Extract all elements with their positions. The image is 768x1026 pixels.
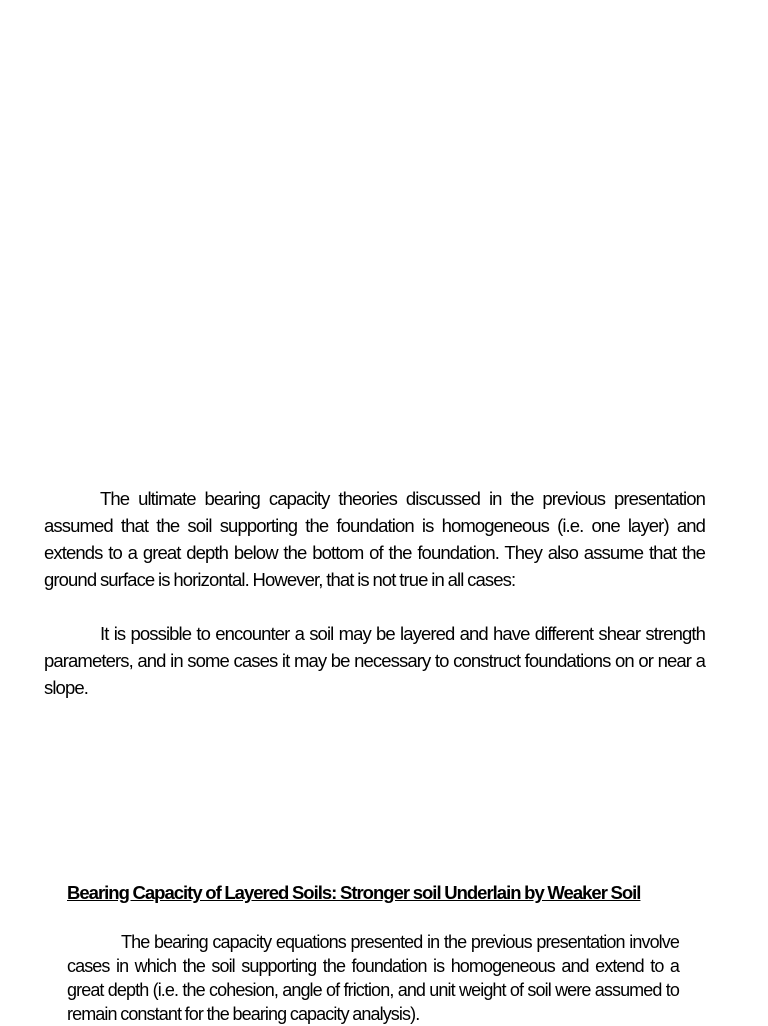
layered-soils-section <box>67 879 679 1026</box>
intro-paragraph-homogeneous-assumption: The ultimate bearing capacity theories discussed in the previous presentation assumed that the soil supporting the foundation is homogeneous (i.e. one layer) and extends to a great depth below the bottom of the foundation. They also assume that the ground surface is horizontal. However, that is not true in all cases: <box>44 488 705 590</box>
intro-paragraph-layered-soils: It is possible to encounter a soil may be layered and have different shear strength parameters, and in some cases it may be necessary to construct foundations on or near a slope. <box>44 623 705 698</box>
section-heading: Bearing Capacity of Layered Soils: Stronger soil Underlain by Weaker Soil <box>67 882 641 903</box>
intro-text-block <box>44 485 705 701</box>
section-body-paragraph: The bearing capacity equations presented in the previous presentation involve cases in which the soil supporting the foundation is homogeneous and extend to a great depth (i.e. the cohesion, angle of friction, and unit weight of soil were assumed to remain constant for the bearing capacity analysis). <box>67 932 679 1024</box>
